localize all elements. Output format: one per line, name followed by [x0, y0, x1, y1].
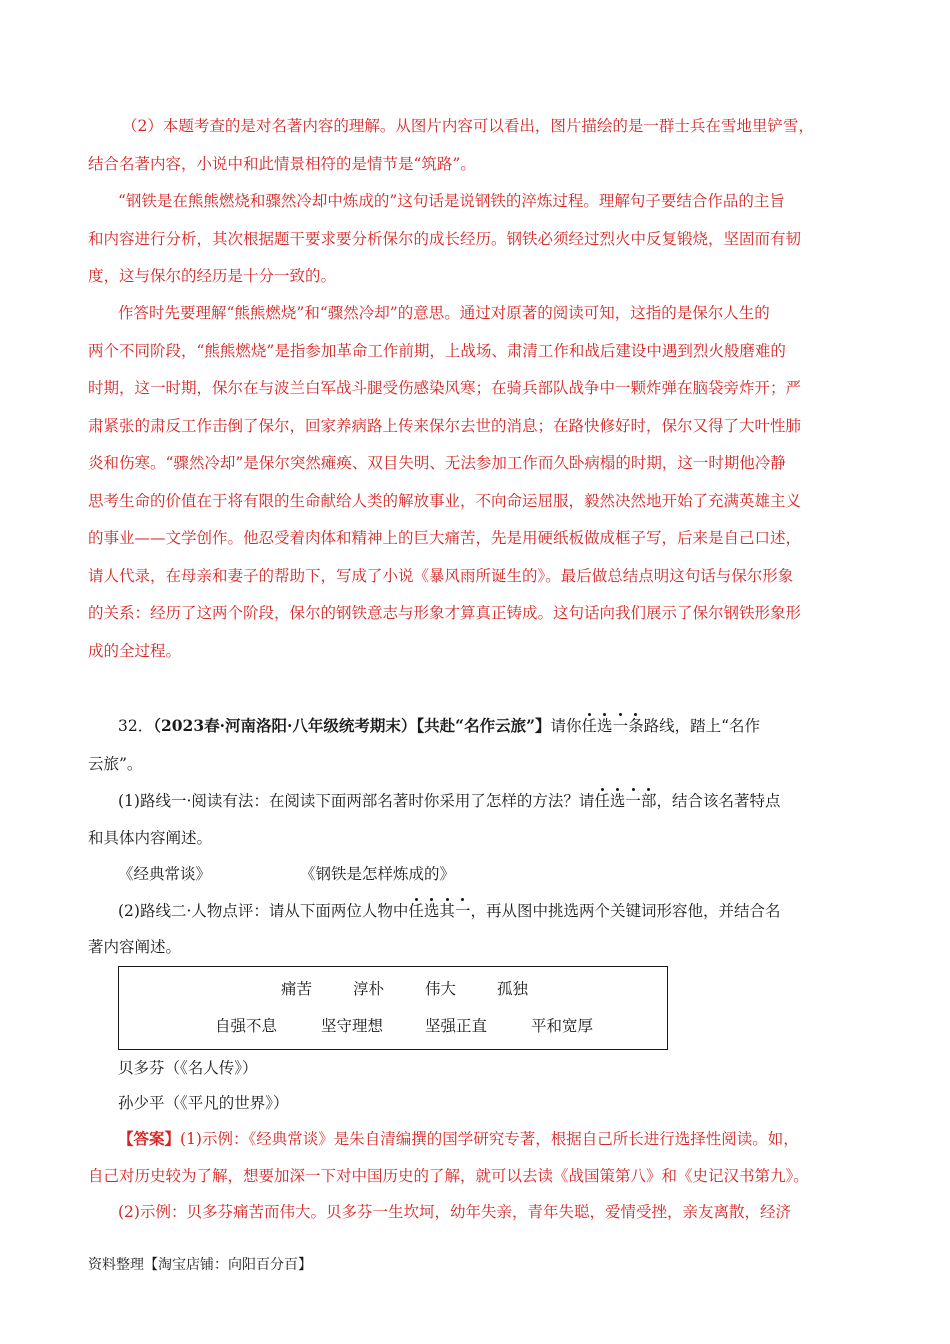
answer-label: 【答案】 [118, 1129, 181, 1148]
route-two-text-cont: ，再从图中挑选两个关键词形容他，并结合名 [470, 902, 781, 920]
answer-line-2: 自己对历史较为了解，想要加深一下对中国历史的了解，就可以去读《战国策第八》和《史记汉书第九》。 [88, 1167, 809, 1185]
emphasis-char: 选 [423, 902, 440, 920]
text-line: 时期，这一时期，保尔在与波兰白军战斗腿受伤感染风寒；在骑兵部队战争中一颗炸弹在脑袋旁炸开；严 [88, 379, 802, 397]
keyword: 痛苦 [281, 980, 313, 998]
book-title-2: 《钢铁是怎样炼成的》 [300, 865, 456, 883]
analysis-paragraph-3 [88, 295, 862, 670]
keyword: 伟大 [425, 980, 457, 998]
question-intro: 请你 [550, 717, 582, 735]
question-intro-line2: 云旅”。 [88, 755, 143, 773]
emphasis-char: 条 [628, 717, 644, 735]
emphasis-char: 一 [454, 902, 471, 920]
route-one-prompt [118, 789, 780, 811]
text-line: 两个不同阶段，“熊熊燃烧”是指参加革命工作前期，上战场、肃清工作和战后建设中遇到烈火般磨难的 [88, 341, 786, 360]
emphasis-char: 部 [640, 792, 657, 810]
route-one-text: (1)路线一·阅读有法：在阅读下面两部名著时你采用了怎样的方法？请 [118, 792, 595, 810]
emphasis-char: 其 [439, 902, 455, 920]
route-one-text-cont: ，结合该名著特点 [656, 792, 781, 810]
answer-line-3: (2)示例：贝多芬痛苦而伟大。贝多芬一生坎坷，幼年失亲，青年失聪，爱情受挫，亲友离散，经济 [118, 1203, 791, 1221]
route-two-text: (2)路线二·人物点评：请从下面两位人物中 [118, 902, 409, 920]
emphasis-char: 任 [581, 717, 598, 735]
emphasis-char: 选 [597, 717, 613, 735]
text-line: 肃紧张的肃反工作击倒了保尔，回家养病路上传来保尔去世的消息；在路快修好时，保尔又得了大叶性肺 [88, 416, 802, 435]
text-line: 度，这与保尔的经历是十分一致的。 [88, 267, 337, 285]
analysis-paragraph-2 [88, 183, 862, 296]
text-line: 作答时先要理解“熊熊燃烧”和“骤然冷却”的意思。通过对原著的阅读可知，这指的是保尔人生的 [118, 304, 770, 322]
route-two-line2: 著内容阐述。 [88, 938, 182, 956]
text-line: 的事业——文学创作。他忍受着肉体和精神上的巨大痛苦，先是用硬纸板做成框子写，后来是自己口述， [88, 529, 802, 547]
emphasis-char: 选 [609, 792, 626, 810]
text-line: 的关系：经历了这两个阶段，保尔的钢铁意志与形象才算真正铸成。这句话向我们展示了保尔钢铁形象形 [88, 604, 802, 622]
text-line: 请人代录，在母亲和妻子的帮助下，写成了小说《暴风雨所诞生的》。最后做总结点明这句话与保尔形象 [88, 566, 794, 585]
keyword: 坚强正直 [425, 1017, 488, 1035]
question-theme: 【共赴“名作云旅”】 [416, 716, 551, 735]
text-line: （2）本题考查的是对名著内容的理解。从图片内容可以看出，图片描绘的是一群士兵在雪地里铲雪， [122, 117, 814, 135]
book-title-1: 《经典常谈》 [118, 865, 212, 883]
keyword-box [118, 966, 668, 1050]
route-one-line2: 和具体内容阐述。 [88, 829, 213, 847]
question-number: 32． [118, 717, 154, 735]
text-line: 成的全过程。 [88, 641, 182, 660]
emphasis-char: 一 [625, 792, 641, 810]
text-line: 结合名著内容，小说中和此情景相符的是情节是“筑路”。 [88, 154, 476, 173]
keyword: 平和宽厚 [531, 1017, 594, 1035]
question-source: （2023春·河南洛阳·八年级统考期末） [153, 716, 417, 735]
keyword: 淳朴 [353, 980, 385, 998]
answer-line-1 [118, 1127, 799, 1149]
route-two-prompt [118, 899, 780, 921]
text-line: 思考生命的价值在于将有限的生命献给人类的解放事业，不向命运屈服，毅然决然地开始了充满英雄主义 [88, 491, 802, 510]
emphasis-char: 一 [612, 717, 629, 735]
page-footer: 资料整理【淘宝店铺：向阳百分百】 [88, 1257, 312, 1273]
answer-text: (1)示例：《经典常谈》是朱自清编撰的国学研究专著，根据自己所长进行选择性阅读。如， [180, 1130, 799, 1148]
person-option-1: 贝多芬（《名人传》） [118, 1059, 258, 1077]
keyword: 自强不息 [215, 1017, 278, 1035]
keyword: 孤独 [497, 980, 529, 998]
emphasis-char: 任 [408, 902, 424, 920]
question-intro-cont: 路线，踏上“名作 [643, 717, 761, 735]
text-line: “钢铁是在熊熊燃烧和骤然冷却中炼成的”这句话是说钢铁的淬炼过程。理解句子要结合作品的主旨 [118, 192, 785, 210]
person-option-2: 孙少平（《平凡的世界》） [118, 1094, 289, 1112]
analysis-paragraph-1 [88, 108, 862, 183]
text-line: 炎和伤寒。“骤然冷却”是保尔突然瘫痪、双目失明、无法参加工作而久卧病榻的时期，这一时期他冷静 [88, 454, 786, 472]
keyword: 坚守理想 [321, 1017, 384, 1035]
text-line: 和内容进行分析，其次根据题干要求要分析保尔的成长经历。钢铁必须经过烈火中反复锻烧，坚固而有韧 [88, 229, 802, 248]
question-heading [118, 714, 760, 736]
emphasis-char: 任 [594, 792, 610, 810]
